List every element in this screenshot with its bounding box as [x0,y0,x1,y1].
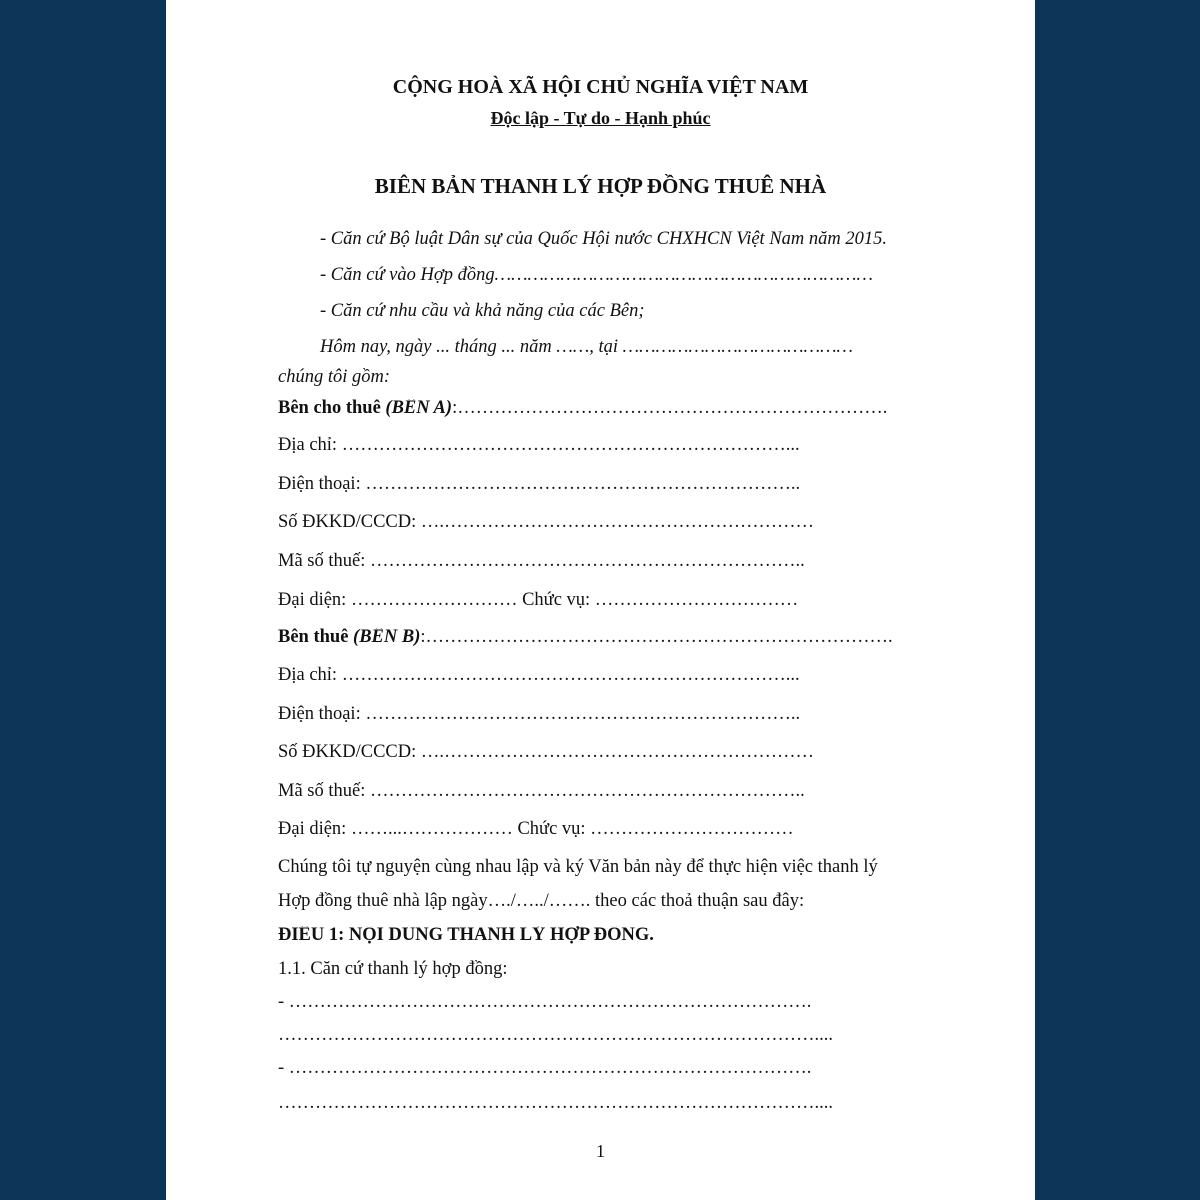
basis-law: - Căn cứ Bộ luật Dân sự của Quốc Hội nước CHXHCN Việt Nam năm 2015. [320,229,888,249]
party-b-tax: Mã số thuế: …………………………………………………………….. [278,782,805,801]
party-b-phone: Điện thoại: …………………………………………………………….. [278,705,801,724]
party-a-fill: :……………………………………………………………. [452,399,888,418]
party-b-tag: (BÊN B) [353,628,421,647]
party-b-heading [278,628,950,647]
party-b-address: Địa chỉ: ………………………………………………………………... [278,666,800,685]
blank-line-2: …………………………………………………………………………….... [278,1026,833,1045]
party-a-heading [278,399,950,418]
document-page [166,0,1035,1200]
blank-line-3: - …………………………………………………………………………. [278,1059,812,1078]
party-a-representative: Đại diện: ……………………… Chức vụ: …………………………… [278,591,799,610]
party-b-label: Bên thuê [278,628,354,647]
party-a-id: Số ĐKKD/CCCD: ….…………………………………………………… [278,513,815,532]
article-1-heading: ĐIỀU 1: NỘI DUNG THANH LÝ HỢP ĐỒNG. [278,926,654,945]
party-b-id: Số ĐKKD/CCCD: ….…………………………………………………… [278,743,815,762]
party-a-tag: (BÊN A) [385,399,453,418]
date-place: Hôm nay, ngày ... tháng ... năm ……, tại …………………………………… [320,337,853,357]
party-a-address: Địa chỉ: ………………………………………………………………... [278,436,800,455]
document-title: BIÊN BẢN THANH LÝ HỢP ĐỒNG THUÊ NHÀ [374,174,827,198]
agreement-line-2: Hợp đồng thuê nhà lập ngày…./…../……. theo các thoả thuận sau đây: [278,892,805,911]
agreement-line-1: Chúng tôi tự nguyện cùng nhau lập và ký Văn bản này để thực hiện việc thanh lý [278,858,878,877]
page-number: 1 [596,1141,605,1161]
basis-needs: - Căn cứ nhu cầu và khả năng của các Bên; [320,301,645,321]
blank-line-4: …………………………………………………………………………….... [278,1094,833,1113]
article-1-subheading: 1.1. Căn cứ thanh lý hợp đồng: [278,960,508,979]
we-include: chúng tôi gồm: [278,367,391,387]
party-a-phone: Điện thoại: …………………………………………………………….. [278,475,801,494]
party-a-label: Bên cho thuê [278,399,386,418]
party-b-fill: :…………………………………………………………………. [420,628,893,647]
basis-contract: - Căn cứ vào Hợp đồng…………………………………………………………… [320,265,873,285]
nation-heading: CỘNG HOÀ XÃ HỘI CHỦ NGHĨA VIỆT NAM [392,76,809,98]
blank-line-1: - …………………………………………………………………………. [278,993,812,1012]
party-a-tax: Mã số thuế: …………………………………………………………….. [278,552,805,571]
party-b-representative: Đại diện: ……...……………… Chức vụ: …………………………… [278,820,794,839]
motto-heading: Độc lập - Tự do - Hạnh phúc [490,108,711,128]
